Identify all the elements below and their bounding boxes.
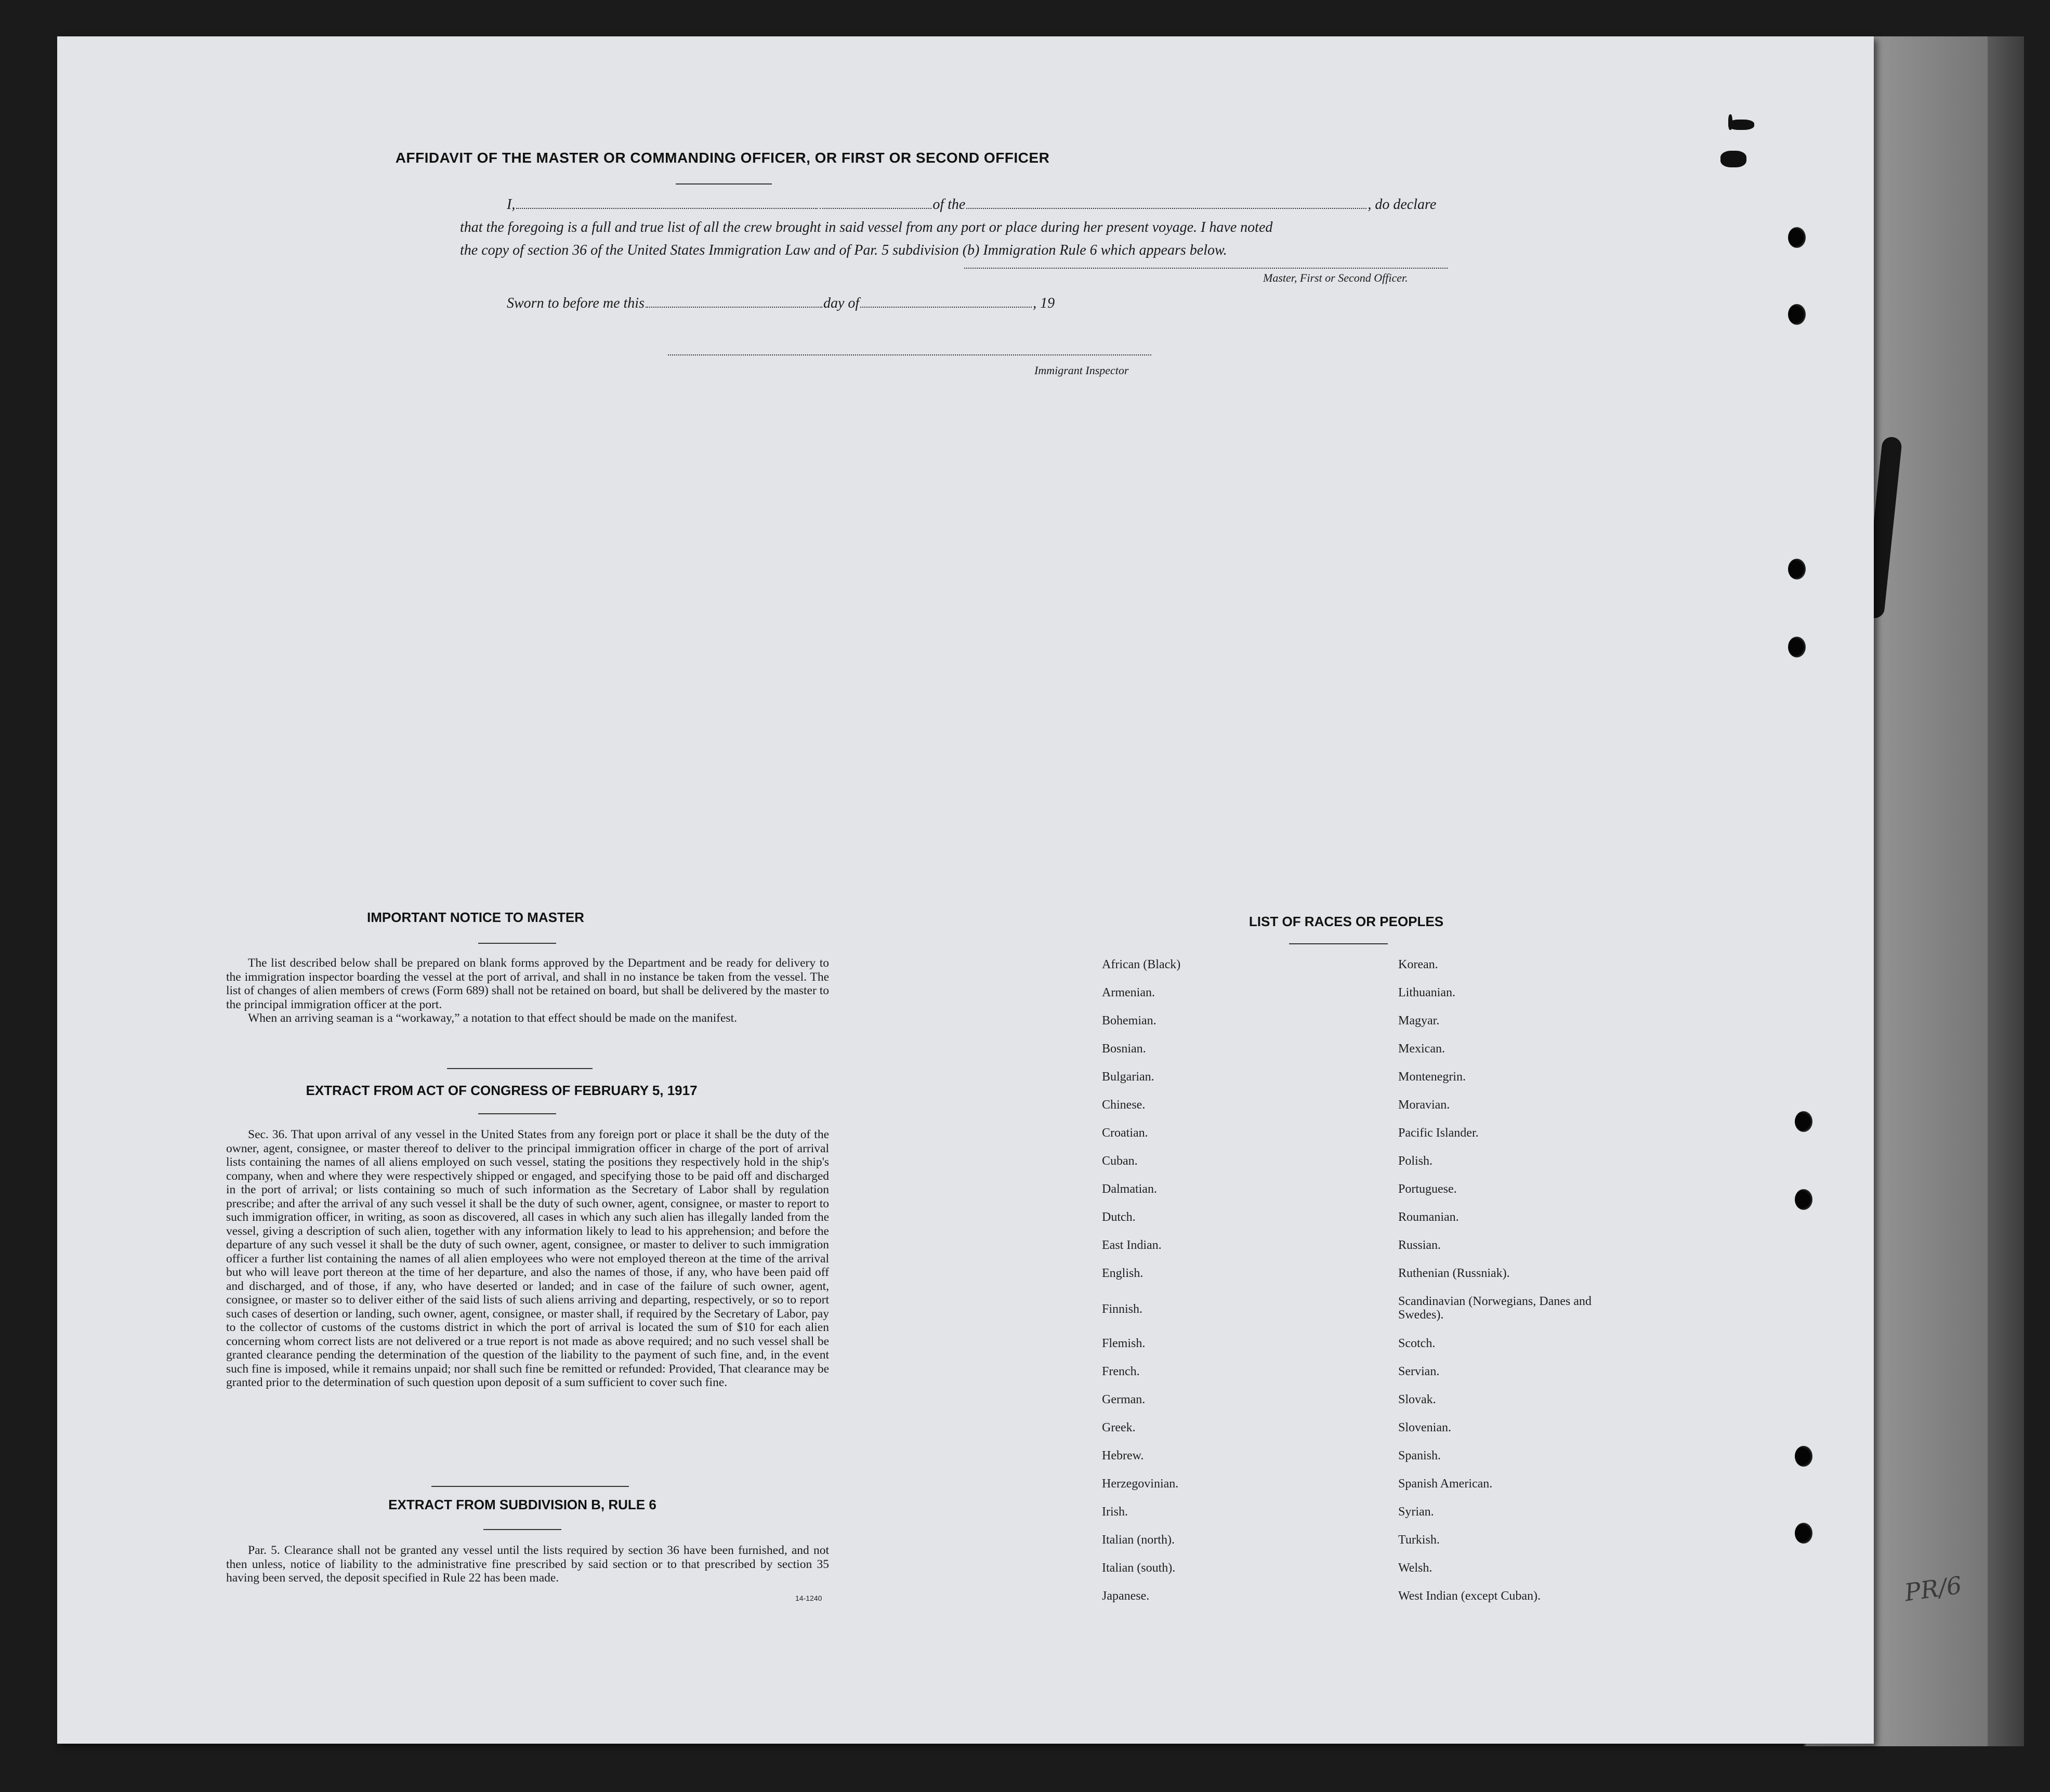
- race-item: Roumanian.: [1398, 1210, 1459, 1224]
- races-heading: LIST OF RACES OR PEOPLES: [1249, 914, 1444, 929]
- race-item: Russian.: [1398, 1238, 1441, 1252]
- punch-hole: [1788, 227, 1806, 248]
- race-item: Ruthenian (Russniak).: [1398, 1267, 1510, 1280]
- race-item: Welsh.: [1398, 1561, 1433, 1575]
- race-item: African (Black): [1102, 958, 1181, 971]
- affidavit-line-2: that the foregoing is a full and true list of all the crew brought in said vessel from any port or place during her present voyage. I have noted: [460, 219, 1273, 235]
- act-rule: [478, 1113, 556, 1114]
- title-rule: [676, 183, 772, 185]
- race-item: Herzegovinian.: [1102, 1477, 1179, 1491]
- race-item: Lithuanian.: [1398, 986, 1455, 999]
- ink-smudge: [1720, 151, 1746, 167]
- race-item: Armenian.: [1102, 986, 1155, 999]
- race-item: Cuban.: [1102, 1154, 1138, 1168]
- race-item: Croatian.: [1102, 1126, 1148, 1140]
- affidavit-line-3: the copy of section 36 of the United States Immigration Law and of Par. 5 subdivision (b) Immigration Rule 6 which appears below.: [460, 242, 1227, 258]
- race-item: Bulgarian.: [1102, 1070, 1154, 1084]
- i-label: I,: [507, 196, 516, 213]
- race-item: Servian.: [1398, 1365, 1440, 1378]
- race-item: Scotch.: [1398, 1337, 1436, 1350]
- notice-paragraph-1: The list described below shall be prepared on blank forms approved by the Department and be ready for delivery to the immigration inspector boarding the vessel at the port of arrival, and shall in no instance be taken from the vessel. The list of changes of alien members of crews (Form 689) shall not be retained on board, but shall be delivered by the master to the principal immigration officer at the port.: [226, 956, 829, 1011]
- race-item: Spanish.: [1398, 1449, 1441, 1462]
- race-item: Portuguese.: [1398, 1182, 1457, 1196]
- rule6-heading: EXTRACT FROM SUBDIVISION B, RULE 6: [388, 1497, 656, 1512]
- race-item: Korean.: [1398, 958, 1438, 971]
- ink-smudge: [1728, 120, 1754, 130]
- section-rule: [447, 1068, 593, 1069]
- race-item: Bohemian.: [1102, 1014, 1157, 1027]
- race-item: Chinese.: [1102, 1098, 1146, 1112]
- race-item: French.: [1102, 1365, 1140, 1378]
- race-item: Hebrew.: [1102, 1449, 1144, 1462]
- year-label: , 19: [1033, 295, 1055, 311]
- race-item: Pacific Islander.: [1398, 1126, 1479, 1140]
- race-item: Italian (north).: [1102, 1533, 1175, 1547]
- race-item: Slovenian.: [1398, 1421, 1451, 1434]
- race-item: Dutch.: [1102, 1210, 1136, 1224]
- page-edge: [1988, 36, 2024, 1746]
- punch-hole: [1788, 304, 1806, 325]
- month-blank: [860, 307, 1032, 308]
- race-item: Spanish American.: [1398, 1477, 1493, 1491]
- day-blank: [646, 307, 822, 308]
- race-item: West Indian (except Cuban).: [1398, 1589, 1541, 1603]
- punch-hole: [1795, 1446, 1812, 1467]
- name-blank: [516, 208, 818, 209]
- race-item: Irish.: [1102, 1505, 1128, 1519]
- affidavit-title: AFFIDAVIT OF THE MASTER OR COMMANDING OFFICER, OR FIRST OR SECOND OFFICER: [395, 150, 1050, 166]
- race-item: East Indian.: [1102, 1238, 1162, 1252]
- master-signature-label: Master, First or Second Officer.: [1263, 271, 1408, 284]
- race-item: Japanese.: [1102, 1589, 1150, 1603]
- race-item: Greek.: [1102, 1421, 1136, 1434]
- inspector-signature-label: Immigrant Inspector: [1034, 364, 1129, 377]
- race-item: Syrian.: [1398, 1505, 1434, 1519]
- race-item: Dalmatian.: [1102, 1182, 1157, 1196]
- punch-hole: [1788, 637, 1806, 657]
- race-item: Polish.: [1398, 1154, 1433, 1168]
- document-page: [57, 36, 1874, 1744]
- of-the-label: of the: [932, 196, 966, 213]
- race-item: Flemish.: [1102, 1337, 1146, 1350]
- race-item: Bosnian.: [1102, 1042, 1146, 1056]
- act-text: [226, 1128, 829, 1390]
- race-item: Magyar.: [1398, 1014, 1440, 1027]
- rule6-paragraph: Par. 5. Clearance shall not be granted any vessel until the lists required by section 36 have been furnished, and not then unless, notice of liability to the administrative fine prescribed by said section or to that prescribed by section 35 having been served, the deposit specified in Rule 22 has been made.: [226, 1544, 829, 1585]
- race-item: Montenegrin.: [1398, 1070, 1466, 1084]
- rule6-rule: [483, 1529, 561, 1530]
- race-item: Moravian.: [1398, 1098, 1450, 1112]
- races-rule: [1289, 943, 1388, 944]
- sworn-label: Sworn to before me this: [507, 295, 645, 311]
- notice-rule: [478, 943, 556, 944]
- race-item: Scandinavian (Norwegians, Danes and Swedes).: [1398, 1295, 1592, 1322]
- pencil-annotation: PR/6: [1902, 1571, 1964, 1607]
- punch-hole: [1795, 1111, 1812, 1132]
- declare-label: , do declare: [1368, 196, 1437, 213]
- act-heading: EXTRACT FROM ACT OF CONGRESS OF FEBRUARY 5, 1917: [306, 1083, 698, 1098]
- inspector-signature-line: [668, 354, 1151, 355]
- master-signature-line: [964, 268, 1448, 269]
- day-of-label: day of: [823, 295, 860, 311]
- form-code: 14-1240: [795, 1594, 822, 1602]
- act-paragraph: Sec. 36. That upon arrival of any vessel in the United States from any foreign port or place it shall be the duty of the owner, agent, consignee, or master thereof to deliver to the principal immigration officer in charge of the port of arrival lists containing the names of all aliens employed on such vessel, stating the positions they respectively hold in the ship's company, when and where they were respectively shipped or engaged, and specifying those to be paid off and discharged in the port of arrival; or lists containing so much of such information as the Secretary of Labor shall by regulation prescribe; and after the arrival of any such vessel it shall be the duty of such owner, agent, consignee, or master to report to such immigration officer, in writing, as soon as discovered, all cases in which any such alien has illegally landed from the vessel, giving a description of such alien, together with any information likely to lead to his apprehension; and before the departure of any such vessel it shall be the duty of such owner, agent, consignee, or master to deliver to such immigration officer a further list containing the names of all alien employees who were not employed thereon at the time of the arrival but who will leave port thereon at the time of her departure, and also the names of those, if any, who have been paid off and discharged, and of those, if any, who have deserted or landed; and in case of the failure of such owner, agent, consignee, or master so to deliver either of the said lists of such aliens arriving and departing, respectively, or so to report such cases of desertion or landing, such owner, agent, consignee, or master shall, if required by the Secretary of Labor, pay to the collector of customs of the customs district in which the port of arrival is located the sum of $10 for each alien concerning whom correct lists are not delivered or a true report is not made as above required; and no such vessel shall be granted clearance pending the determination of the question of the liability to the payment of such fine, and, in the event such fine is imposed, while it remains unpaid; nor shall such fine be remitted or refunded: Provided, That clearance may be granted prior to the determination of such question upon deposit of a sum sufficient to cover such fine.: [226, 1128, 829, 1389]
- rank-blank: [820, 208, 931, 209]
- bleed-through-text: [810, 639, 818, 663]
- affidavit-line-1: [507, 196, 1507, 213]
- sworn-line: [507, 295, 1055, 312]
- notice-paragraph-2: When an arriving seaman is a “workaway,” a notation to that effect should be made on the manifest.: [248, 1011, 737, 1025]
- rule6-text: [226, 1544, 829, 1585]
- race-item: Italian (south).: [1102, 1561, 1176, 1575]
- section-rule: [431, 1486, 629, 1487]
- race-item: German.: [1102, 1393, 1146, 1406]
- vessel-blank: [966, 208, 1366, 209]
- punch-hole: [1795, 1523, 1812, 1544]
- race-item: Turkish.: [1398, 1533, 1440, 1547]
- notice-text: [226, 956, 829, 1025]
- punch-hole: [1788, 559, 1806, 579]
- punch-hole: [1795, 1189, 1812, 1210]
- race-item: Finnish.: [1102, 1302, 1143, 1316]
- race-item: Mexican.: [1398, 1042, 1445, 1056]
- race-item: English.: [1102, 1267, 1144, 1280]
- notice-heading: IMPORTANT NOTICE TO MASTER: [367, 910, 584, 925]
- race-item: Slovak.: [1398, 1393, 1436, 1406]
